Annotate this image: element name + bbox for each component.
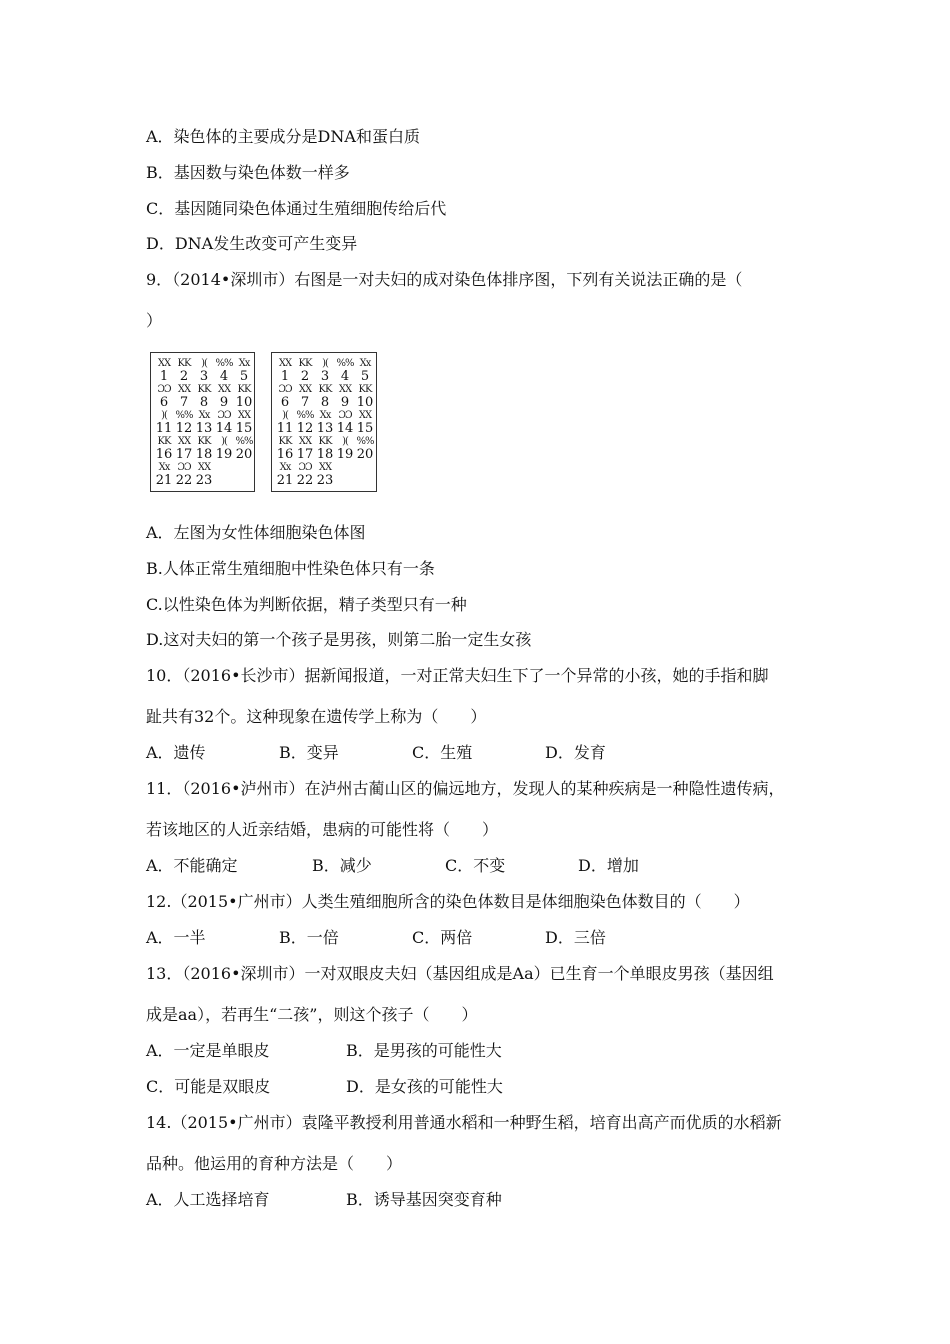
- chromosome-number: 7: [300, 395, 310, 410]
- q13-option-d: D．是女孩的可能性大: [346, 1077, 503, 1096]
- chromosome-pair: [213, 358, 235, 384]
- chromosome-icon: KK: [278, 436, 292, 447]
- chromosome-icon: ƆƆ: [278, 384, 292, 395]
- chromosome-pair: [153, 436, 175, 462]
- chromosome-number: 18: [316, 447, 334, 462]
- chromosome-icon: XX: [157, 358, 171, 369]
- q14-option-b: B．诱导基因突变育种: [346, 1190, 502, 1209]
- chromosome-number: 4: [340, 369, 350, 384]
- chromosome-number: 1: [159, 369, 169, 384]
- chromosome-number: 19: [336, 447, 354, 462]
- chromosome-pair: [274, 410, 296, 436]
- chromosome-icon: Xx: [319, 410, 331, 421]
- chromosome-icon: KK: [318, 436, 332, 447]
- chromosome-icon: )(: [201, 358, 207, 369]
- q10-options: [146, 743, 846, 763]
- chromosome-pair: [233, 410, 255, 436]
- chromosome-pair: [334, 410, 356, 436]
- chromosome-pair: [173, 436, 195, 462]
- q11-option-a: A．不能确定: [146, 856, 238, 875]
- chromosome-number: 1: [280, 369, 290, 384]
- chromosome-pair: [354, 358, 376, 384]
- chromosome-number: 22: [175, 473, 193, 488]
- chromosome-icon: XX: [358, 410, 372, 421]
- q11-option-d: D．增加: [578, 856, 639, 875]
- q12-option-c: C．两倍: [412, 928, 473, 947]
- chromosome-pair: [334, 358, 356, 384]
- chromosome-icon: KK: [237, 384, 251, 395]
- chromosome-number: 5: [360, 369, 370, 384]
- chromosome-number: 18: [195, 447, 213, 462]
- q10-stem-line1: 10．（2016•长沙市）据新闻报道，一对正常夫妇生下了一个异常的小孩，她的手指和脚: [146, 666, 769, 685]
- chromosome-icon: KK: [358, 384, 372, 395]
- chromosome-number: 21: [276, 473, 294, 488]
- chromosome-icon: XX: [177, 384, 191, 395]
- chromosome-icon: KK: [197, 436, 211, 447]
- chromosome-number: 13: [195, 421, 213, 436]
- chromosome-icon: ƆƆ: [338, 410, 352, 421]
- chromosome-number: 11: [276, 421, 294, 436]
- q13-option-b: B．是男孩的可能性大: [346, 1041, 502, 1060]
- q13-options-row2: [146, 1077, 846, 1097]
- chromosome-pair: [294, 436, 316, 462]
- chromosome-number: 10: [356, 395, 374, 410]
- chromosome-number: 16: [276, 447, 294, 462]
- chromosome-icon: %%: [356, 436, 374, 447]
- chromosome-number: 20: [356, 447, 374, 462]
- chromosome-pair: [294, 384, 316, 410]
- chromosome-number: 12: [175, 421, 193, 436]
- q13-options-row1: [146, 1041, 846, 1061]
- chromosome-number: 23: [195, 473, 213, 488]
- chromosome-pair: [314, 462, 336, 488]
- q14-option-a: A．人工选择培育: [146, 1190, 270, 1209]
- chromosome-number: 8: [320, 395, 330, 410]
- chromosome-number: 14: [336, 421, 354, 436]
- chromosome-number: 15: [356, 421, 374, 436]
- chromosome-pair: [294, 358, 316, 384]
- chromosome-number: 23: [316, 473, 334, 488]
- karyotype-row: [272, 384, 376, 411]
- chromosome-pair: [314, 358, 336, 384]
- q10-stem-line2: 趾共有32个。这种现象在遗传学上称为（ ）: [146, 707, 487, 726]
- chromosome-number: 4: [219, 369, 229, 384]
- chromosome-number: 2: [300, 369, 310, 384]
- chromosome-icon: %%: [215, 358, 233, 369]
- chromosome-pair: [274, 436, 296, 462]
- karyotype-left-figure: [150, 352, 255, 492]
- chromosome-pair: [274, 462, 296, 488]
- karyotype-right-figure: [271, 352, 377, 492]
- chromosome-icon: ƆƆ: [298, 462, 312, 473]
- karyotype-row: [151, 410, 254, 437]
- q10-option-c: C．生殖: [412, 743, 473, 762]
- q11-option-b: B．减少: [312, 856, 372, 875]
- chromosome-number: 22: [296, 473, 314, 488]
- chromosome-icon: Xx: [279, 462, 291, 473]
- chromosome-pair: [153, 384, 175, 410]
- q10-option-d: D．发育: [545, 743, 606, 762]
- chromosome-icon: ƆƆ: [157, 384, 171, 395]
- chromosome-icon: )(: [282, 410, 288, 421]
- chromosome-number: 9: [219, 395, 229, 410]
- q8-option-d: D．DNA发生改变可产生变异: [146, 234, 358, 253]
- chromosome-number: 11: [155, 421, 173, 436]
- q13-option-a: A．一定是单眼皮: [146, 1041, 270, 1060]
- chromosome-pair: [213, 410, 235, 436]
- q14-stem-line1: 14.（2015•广州市）袁隆平教授利用普通水稻和一种野生稻，培育出高产而优质的水稻新: [146, 1113, 782, 1132]
- q9-stem-line1: 9．（2014•深圳市）右图是一对夫妇的成对染色体排序图，下列有关说法正确的是（: [146, 270, 743, 289]
- q10-option-a: A．遗传: [146, 743, 206, 762]
- chromosome-number: 5: [239, 369, 249, 384]
- q9-stem-line2: ）: [146, 311, 163, 330]
- q9-option-b: B.人体正常生殖细胞中性染色体只有一条: [146, 559, 435, 578]
- chromosome-icon: XX: [217, 384, 231, 395]
- chromosome-pair: [274, 358, 296, 384]
- chromosome-pair: [233, 384, 255, 410]
- chromosome-pair: [334, 436, 356, 462]
- chromosome-icon: Xx: [158, 462, 170, 473]
- chromosome-pair: [213, 436, 235, 462]
- chromosome-number: 10: [235, 395, 253, 410]
- chromosome-icon: %%: [175, 410, 193, 421]
- chromosome-number: 20: [235, 447, 253, 462]
- q8-option-c: C．基因随同染色体通过生殖细胞传给后代: [146, 199, 447, 218]
- q9-option-c: C.以性染色体为判断依据，精子类型只有一种: [146, 595, 467, 614]
- chromosome-pair: [354, 384, 376, 410]
- chromosome-pair: [233, 436, 255, 462]
- karyotype-row: [151, 462, 254, 489]
- q8-option-a: A．染色体的主要成分是DNA和蛋白质: [146, 127, 420, 146]
- chromosome-icon: %%: [235, 436, 253, 447]
- q13-stem-line1: 13．（2016•深圳市）一对双眼皮夫妇（基因组成是Aa）已生育一个单眼皮男孩（基因组: [146, 964, 774, 983]
- chromosome-icon: XX: [237, 410, 251, 421]
- chromosome-number: 14: [215, 421, 233, 436]
- q9-option-a: A．左图为女性体细胞染色体图: [146, 523, 366, 542]
- q11-option-c: C．不变: [445, 856, 506, 875]
- chromosome-pair: [193, 358, 215, 384]
- chromosome-pair: [153, 462, 175, 488]
- chromosome-icon: KK: [157, 436, 171, 447]
- q11-stem-line2: 若该地区的人近亲结婚，患病的可能性将（ ）: [146, 820, 499, 839]
- karyotype-row: [151, 436, 254, 463]
- chromosome-pair: [173, 358, 195, 384]
- q12-option-b: B．一倍: [279, 928, 339, 947]
- q11-options: [146, 856, 846, 876]
- karyotype-row: [151, 384, 254, 411]
- chromosome-pair: [314, 436, 336, 462]
- q13-stem-line2: 成是aa），若再生“二孩”，则这个孩子（ ）: [146, 1005, 478, 1024]
- chromosome-icon: XX: [318, 462, 332, 473]
- chromosome-pair: [153, 410, 175, 436]
- karyotype-row: [272, 436, 376, 463]
- chromosome-icon: XX: [298, 436, 312, 447]
- chromosome-icon: XX: [197, 462, 211, 473]
- chromosome-number: 2: [179, 369, 189, 384]
- chromosome-icon: Xx: [238, 358, 250, 369]
- chromosome-icon: Xx: [359, 358, 371, 369]
- chromosome-number: 12: [296, 421, 314, 436]
- chromosome-pair: [354, 436, 376, 462]
- chromosome-pair: [153, 358, 175, 384]
- chromosome-pair: [173, 384, 195, 410]
- chromosome-icon: ƆƆ: [217, 410, 231, 421]
- chromosome-pair: [173, 462, 195, 488]
- chromosome-icon: %%: [336, 358, 354, 369]
- chromosome-icon: Xx: [198, 410, 210, 421]
- chromosome-pair: [294, 462, 316, 488]
- chromosome-number: 6: [280, 395, 290, 410]
- karyotype-row: [272, 462, 376, 489]
- chromosome-icon: KK: [197, 384, 211, 395]
- chromosome-number: 17: [175, 447, 193, 462]
- chromosome-pair: [354, 410, 376, 436]
- chromosome-number: 8: [199, 395, 209, 410]
- chromosome-pair: [314, 410, 336, 436]
- chromosome-icon: KK: [318, 384, 332, 395]
- chromosome-number: 6: [159, 395, 169, 410]
- karyotype-row: [151, 358, 254, 385]
- q9-option-d: D.这对夫妇的第一个孩子是男孩，则第二胎一定生女孩: [146, 630, 532, 649]
- chromosome-icon: ƆƆ: [177, 462, 191, 473]
- chromosome-number: 16: [155, 447, 173, 462]
- chromosome-pair: [193, 436, 215, 462]
- q13-option-c: C．可能是双眼皮: [146, 1077, 271, 1096]
- chromosome-number: 3: [199, 369, 209, 384]
- chromosome-pair: [294, 410, 316, 436]
- chromosome-number: 3: [320, 369, 330, 384]
- q14-stem-line2: 品种。他运用的育种方法是（ ）: [146, 1154, 403, 1173]
- chromosome-icon: )(: [342, 436, 348, 447]
- chromosome-icon: )(: [322, 358, 328, 369]
- chromosome-icon: KK: [177, 358, 191, 369]
- chromosome-icon: %%: [296, 410, 314, 421]
- q12-stem: 12.（2015•广州市）人类生殖细胞所含的染色体数目是体细胞染色体数目的（ ）: [146, 892, 750, 911]
- chromosome-number: 21: [155, 473, 173, 488]
- q12-option-d: D．三倍: [545, 928, 606, 947]
- chromosome-pair: [233, 358, 255, 384]
- chromosome-icon: )(: [161, 410, 167, 421]
- chromosome-pair: [334, 384, 356, 410]
- chromosome-pair: [173, 410, 195, 436]
- chromosome-number: 9: [340, 395, 350, 410]
- q14-options: [146, 1190, 846, 1210]
- chromosome-icon: )(: [221, 436, 227, 447]
- q12-options: [146, 928, 846, 948]
- karyotype-row: [272, 410, 376, 437]
- chromosome-icon: XX: [177, 436, 191, 447]
- chromosome-pair: [314, 384, 336, 410]
- chromosome-icon: XX: [278, 358, 292, 369]
- chromosome-pair: [213, 384, 235, 410]
- chromosome-icon: XX: [298, 384, 312, 395]
- chromosome-number: 17: [296, 447, 314, 462]
- chromosome-icon: XX: [338, 384, 352, 395]
- chromosome-number: 15: [235, 421, 253, 436]
- karyotype-row: [272, 358, 376, 385]
- chromosome-number: 7: [179, 395, 189, 410]
- q10-option-b: B．变异: [279, 743, 339, 762]
- q11-stem-line1: 11．（2016•泸州市）在泸州古蔺山区的偏远地方，发现人的某种疾病是一种隐性遗传病，: [146, 779, 785, 798]
- chromosome-number: 19: [215, 447, 233, 462]
- chromosome-number: 13: [316, 421, 334, 436]
- chromosome-pair: [193, 384, 215, 410]
- q12-option-a: A．一半: [146, 928, 206, 947]
- q8-option-b: B．基因数与染色体数一样多: [146, 163, 350, 182]
- chromosome-icon: KK: [298, 358, 312, 369]
- chromosome-pair: [274, 384, 296, 410]
- chromosome-pair: [193, 410, 215, 436]
- chromosome-pair: [193, 462, 215, 488]
